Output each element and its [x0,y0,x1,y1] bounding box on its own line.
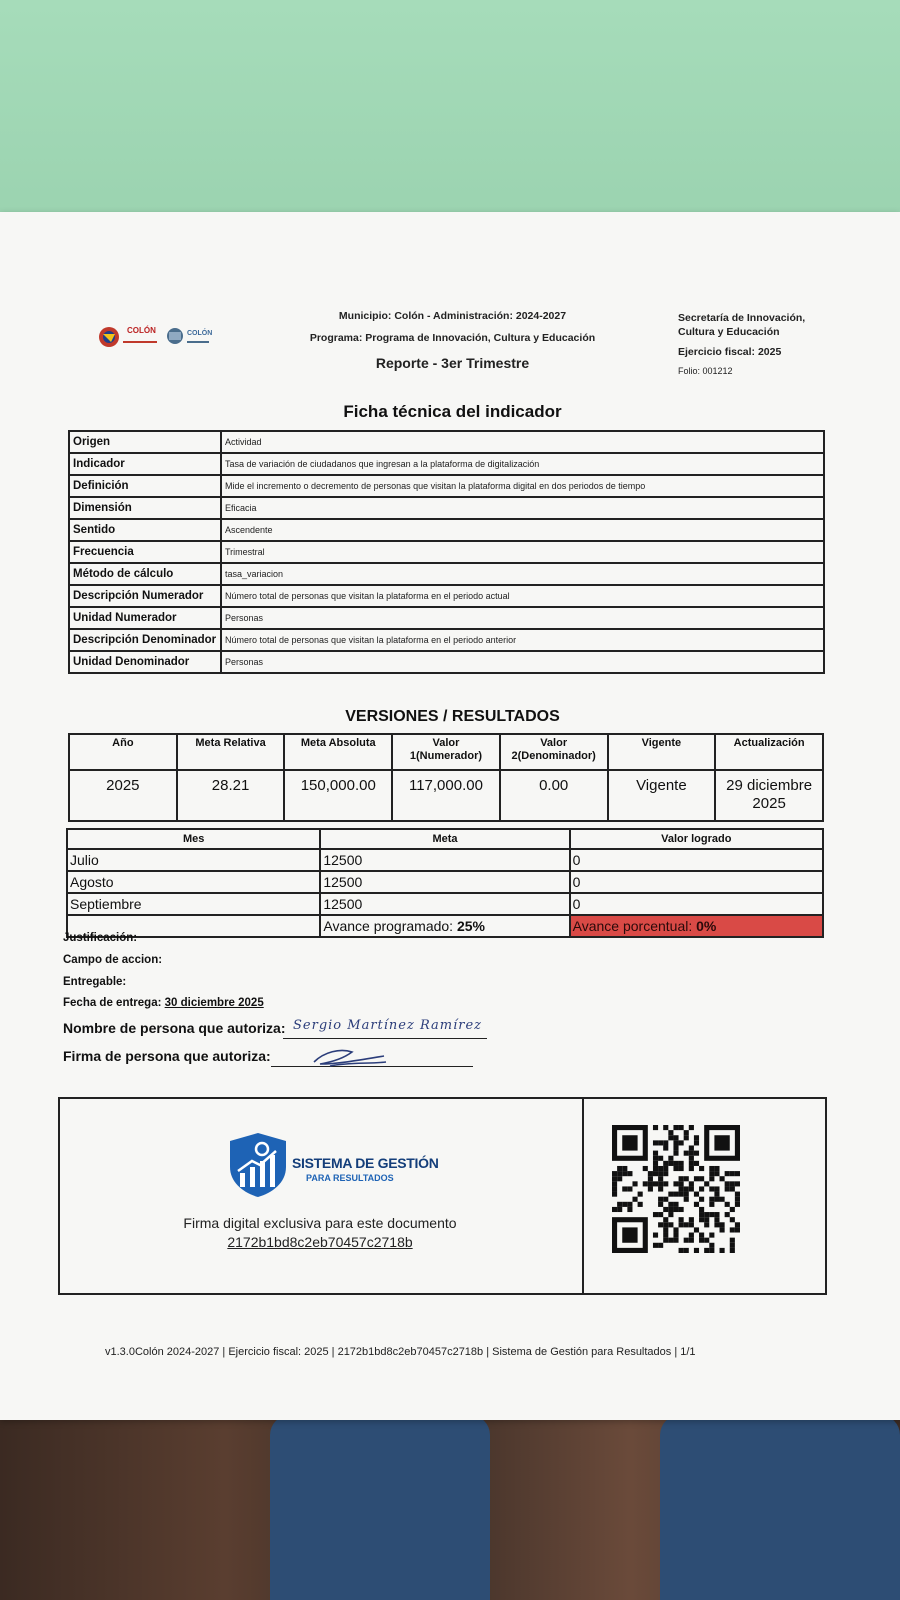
header-municipio: Municipio: Colón - Administración: 2024-2027 [338,310,567,322]
header-reporte: Reporte - 3er Trimestre [375,355,530,371]
firma-digital-hash: 2172b1bd8c2eb70457c2718b [227,1234,413,1250]
footer-text: v1.3.0Colón 2024-2027 | Ejercicio fiscal: 2025 | 2172b1bd8c2eb70457c2718b | Sistema de Gestión para Resultados | 1/1 [105,1346,696,1358]
versiones-header: Actualización [715,734,823,770]
qr-code-graphic [612,1125,740,1253]
versiones-cell: 2025 [69,770,177,821]
qr-code-icon [612,1125,740,1258]
nombre-line [283,1038,487,1039]
ficha-row [69,453,824,475]
mes-cell: Agosto [67,871,320,893]
valor-cell: 0 [570,871,823,893]
ficha-label: Descripción Denominador [69,629,221,651]
versiones-header: Valor 2(Denominador) [500,734,608,770]
header-secretaria [678,311,805,339]
header-logos [97,322,217,352]
meta-cell: 12500 [320,871,569,893]
header-ejercicio: Ejercicio fiscal: 2025 [678,346,782,358]
meses-table [66,828,824,938]
mes-cell: Septiembre [67,893,320,915]
avance-porcentual-cell [570,915,823,937]
fecha-entrega [63,997,264,1009]
versiones-cell: 0.00 [500,770,608,821]
versiones-header: Meta Absoluta [284,734,392,770]
versiones-cell: 28.21 [177,770,285,821]
meta-cell: 12500 [320,893,569,915]
ficha-row [69,497,824,519]
ficha-value: Mide el incremento o decremento de personas que visitan la plataforma digital en dos periodos de tiempo [221,475,824,497]
meses-header: Mes [67,829,320,849]
ficha-value: Número total de personas que visitan la plataforma en el periodo actual [221,585,824,607]
ficha-label: Unidad Denominador [69,651,221,673]
versiones-header: Meta Relativa [177,734,285,770]
fecha-entrega-label: Fecha de entrega: [63,997,165,1009]
ficha-value: Número total de personas que visitan la plataforma en el periodo anterior [221,629,824,651]
meses-row [67,893,823,915]
ficha-row [69,629,824,651]
mes-cell: Julio [67,849,320,871]
ficha-value: Eficacia [221,497,824,519]
sistema-gestion-logo-line1: SISTEMA DE GESTIÓN [292,1155,439,1171]
fecha-entrega-value: 30 diciembre 2025 [164,997,264,1009]
ficha-row [69,607,824,629]
header-folio: Folio: 001212 [678,366,733,376]
background-wall [0,0,900,220]
ficha-label: Método de cálculo [69,563,221,585]
ficha-title: Ficha técnica del indicador [343,402,562,421]
background-jeans-left [270,1415,490,1600]
ficha-label: Frecuencia [69,541,221,563]
ficha-label: Origen [69,431,221,453]
sistema-gestion-shield-icon [226,1131,290,1199]
ficha-label: Sentido [69,519,221,541]
avance-porcentual-label: Avance porcentual: [572,918,697,934]
valor-cell: 0 [570,893,823,915]
ficha-value: Tasa de variación de ciudadanos que ingresan a la plataforma de digitalización [221,453,824,475]
ficha-row [69,431,824,453]
versiones-table [68,733,824,822]
nombre-autoriza-label: Nombre de persona que autoriza: [63,1020,286,1036]
versiones-cell: 117,000.00 [392,770,500,821]
ficha-label: Unidad Numerador [69,607,221,629]
versiones-header: Vigente [608,734,716,770]
ficha-table [68,430,825,674]
valor-cell: 0 [570,849,823,871]
ficha-value: Trimestral [221,541,824,563]
ficha-row [69,519,824,541]
firma-digital-divider [582,1099,584,1293]
avance-programado-label: Avance programado: [323,918,457,934]
campo-accion-label: Campo de accion: [63,954,163,966]
secretaria-line-1: Secretaría de Innovación, [678,312,806,324]
versiones-cell: 150,000.00 [284,770,392,821]
entregable-label: Entregable: [63,976,127,988]
meses-row [67,871,823,893]
versiones-header: Año [69,734,177,770]
avance-programado-cell [320,915,569,937]
logo-text-colon: COLÓN [127,326,156,335]
ficha-value: Ascendente [221,519,824,541]
versiones-header: Valor 1(Numerador) [392,734,500,770]
ficha-label: Descripción Numerador [69,585,221,607]
firma-digital-box [58,1097,827,1295]
versiones-header-row [69,734,823,770]
versiones-cell: Vigente [608,770,716,821]
ficha-row [69,585,824,607]
header-programa: Programa: Programa de Innovación, Cultura y Educación [309,332,596,344]
report-page [0,212,900,1420]
logo-text-colon-secondary: COLÓN [187,330,213,337]
versiones-data-row [69,770,823,821]
firma-digital-text: Firma digital exclusiva para este documento [183,1215,457,1231]
meta-cell: 12500 [320,849,569,871]
versiones-cell: 29 diciembre 2025 [715,770,823,821]
avance-porcentual-value: 0% [696,918,717,934]
ficha-label: Definición [69,475,221,497]
secretaria-line-2: Cultura y Educación [678,326,780,338]
versiones-title: VERSIONES / RESULTADOS [345,708,560,725]
signature-icon [310,1044,390,1070]
ficha-value: Actividad [221,431,824,453]
ficha-value: Personas [221,651,824,673]
avance-programado-value: 25% [456,918,485,934]
ficha-row [69,563,824,585]
justificacion-label: Justificación: [63,932,138,944]
ficha-label: Indicador [69,453,221,475]
ficha-row [69,541,824,563]
nombre-autoriza-handwritten: Sergio Martínez Ramírez [293,1018,483,1033]
meses-row [67,849,823,871]
ficha-value: Personas [221,607,824,629]
meses-header: Meta [320,829,569,849]
ficha-label: Dimensión [69,497,221,519]
ficha-row [69,651,824,673]
meses-header: Valor logrado [570,829,823,849]
colon-logo-icon [97,322,217,352]
avance-row [67,915,823,937]
ficha-row [69,475,824,497]
ficha-value: tasa_variacion [221,563,824,585]
background-jeans-right [660,1415,900,1600]
meses-header-row [67,829,823,849]
firma-autoriza-label: Firma de persona que autoriza: [63,1048,271,1064]
sistema-gestion-logo-line2: PARA RESULTADOS [306,1173,394,1183]
